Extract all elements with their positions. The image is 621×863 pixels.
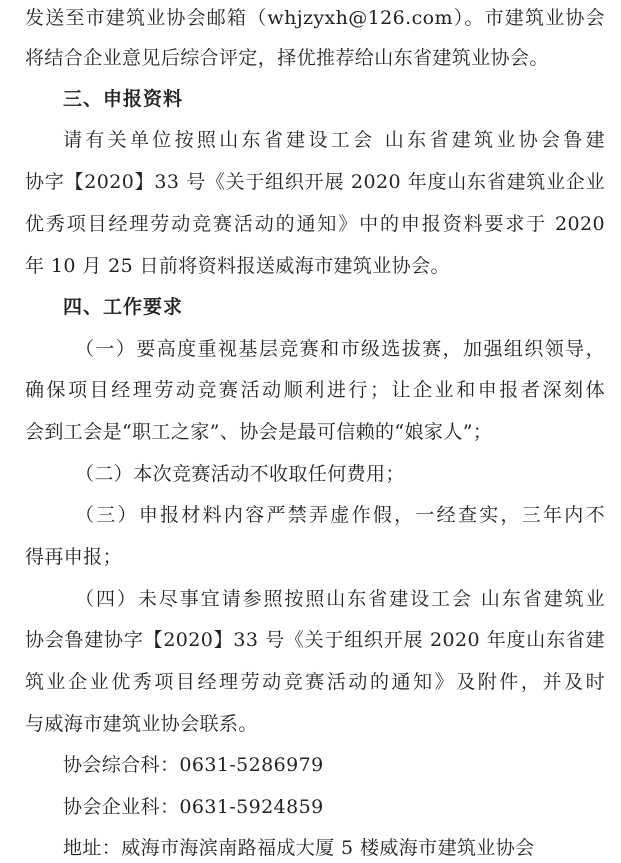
paragraph-line: 协字【2020】33 号《关于组织开展 2020 年度山东省建筑业企业 bbox=[25, 171, 605, 193]
section-heading-materials: 三、申报资料 bbox=[63, 88, 184, 110]
paragraph-line: （一）要高度重视基层竞赛和市级选拔赛，加强组织领导， bbox=[75, 338, 605, 360]
paragraph-line: 与威海市建筑业协会联系。 bbox=[25, 713, 258, 735]
paragraph-line: 请有关单位按照山东省建设工会 山东省建筑业协会鲁建 bbox=[63, 129, 605, 151]
paragraph-line: 年 10 月 25 日前将资料报送威海市建筑业协会。 bbox=[25, 255, 450, 277]
paragraph-line: 发送至市建筑业协会邮箱（whjzyxh@126.com）。市建筑业协会 bbox=[25, 7, 605, 29]
paragraph-line: （二）本次竞赛活动不收取任何费用； bbox=[75, 463, 405, 485]
contact-address: 地址：威海市海滨南路福成大厦 5 楼威海市建筑业协会 bbox=[63, 837, 535, 859]
paragraph-line: 协会鲁建协字【2020】33 号《关于组织开展 2020 年度山东省建 bbox=[25, 629, 605, 651]
paragraph-line: 确保项目经理劳动竞赛活动顺利进行；让企业和申报者深刻体 bbox=[25, 379, 605, 401]
section-heading-requirements: 四、工作要求 bbox=[63, 296, 184, 318]
paragraph-line: 将结合企业意见后综合评定，择优推荐给山东省建筑业协会。 bbox=[25, 47, 549, 69]
contact-enterprise-office: 协会企业科：0631-5924859 bbox=[63, 796, 324, 818]
paragraph-line: 会到工会是“职工之家”、协会是最可信赖的“娘家人”； bbox=[25, 421, 493, 443]
paragraph-line: 得再申报； bbox=[25, 546, 123, 568]
paragraph-line: （三）申报材料内容严禁弄虚作假，一经查实，三年内不 bbox=[75, 504, 605, 526]
paragraph-line: 筑业企业优秀项目经理劳动竞赛活动的通知》及附件，并及时 bbox=[25, 671, 605, 693]
paragraph-line: 优秀项目经理劳动竞赛活动的通知》中的申报资料要求于 2020 bbox=[25, 213, 605, 235]
paragraph-line: （四）未尽事宜请参照按照山东省建设工会 山东省建筑业 bbox=[75, 588, 605, 610]
contact-general-office: 协会综合科：0631-5286979 bbox=[63, 754, 324, 776]
